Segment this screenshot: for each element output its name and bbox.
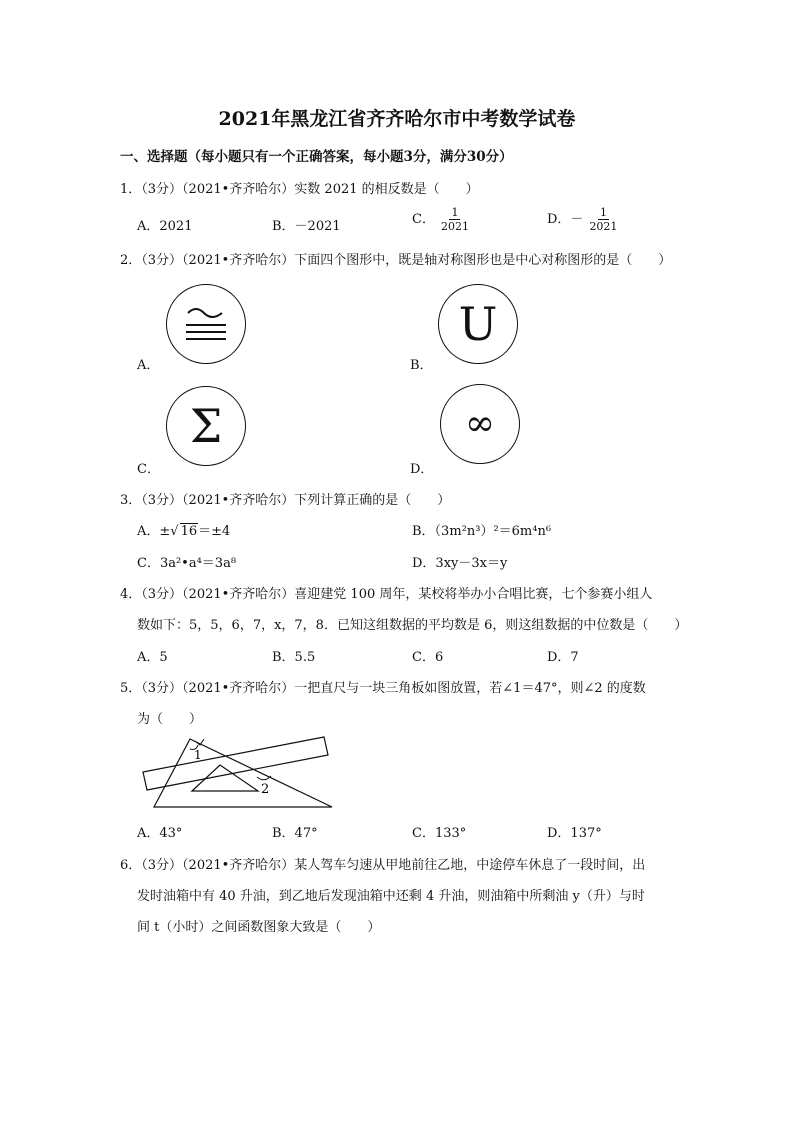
q3-stem: 3．（3分）（2021•齐齐哈尔）下列计算正确的是（ ） [120, 493, 451, 508]
q3-option-a-result: ＝±4 [198, 524, 231, 539]
fraction-numerator: 1 [451, 206, 459, 219]
q2-figure-d [440, 384, 520, 464]
q5-option-d: D．137° [547, 826, 602, 841]
fraction-denominator: 2021 [589, 220, 618, 233]
page-title: 2021年黑龙江省齐齐哈尔市中考数学试卷 [218, 108, 576, 130]
q2-option-b-label: B． [410, 358, 433, 373]
q4-option-c: C．6 [412, 650, 444, 665]
q5-option-c: C．133° [412, 826, 467, 841]
q1-option-c [412, 206, 471, 233]
ruler [143, 737, 328, 790]
q2-option-a-label: A． [137, 358, 160, 373]
q1-option-b: B．－2021 [272, 219, 341, 234]
sqrt-icon: √ [170, 524, 179, 539]
fraction-numerator: 1 [599, 206, 607, 219]
right-angle-mark [195, 739, 204, 745]
q1-option-c-label: C． [412, 212, 435, 227]
fraction-denominator: 2021 [440, 220, 469, 233]
q2-figure-c [166, 386, 246, 466]
q1-option-d-label: D．－ [547, 212, 584, 227]
q2-option-d-label: D． [410, 462, 434, 477]
q2-option-c-label: C． [137, 462, 160, 477]
angle-1-label: 1 [194, 748, 202, 762]
q2-stem: 2．（3分）（2021•齐齐哈尔）下面四个图形中，既是轴对称图形也是中心对称图形的是（ ） [120, 253, 672, 268]
q4-line-1: 4．（3分）（2021•齐齐哈尔）喜迎建党 100 周年，某校将举办小合唱比赛，七个参赛小组人 [120, 587, 653, 602]
q1-option-a: A．2021 [137, 219, 193, 234]
q3-option-a-prefix: A．± [137, 524, 171, 539]
q6-line-3: 间 t（小时）之间函数图象大致是（ ） [137, 920, 381, 935]
approx-equal-icon [176, 299, 236, 349]
q1-option-c-fraction [439, 206, 471, 233]
q1-option-d-fraction [587, 206, 619, 233]
q5-option-b: B．47° [272, 826, 318, 841]
q2-figure-d-symbol: ∞ [465, 403, 495, 444]
angle-2-label: 2 [261, 782, 270, 797]
q4-option-a: A．5 [137, 650, 168, 665]
q2-figure-b-symbol: U [458, 297, 498, 351]
q4-option-b: B．5.5 [272, 650, 316, 665]
q2-figure-b [438, 284, 518, 364]
q6-line-2: 发时油箱中有 40 升油，到乙地后发现油箱中还剩 4 升油，则油箱中所剩油 y（升）与时 [137, 889, 645, 904]
q3-option-c: C．3a²•a⁴＝3a⁸ [137, 556, 237, 571]
q1-option-d [547, 206, 619, 233]
q6-line-1: 6．（3分）（2021•齐齐哈尔）某人驾车匀速从甲地前往乙地，中途停车休息了一段时间，出 [120, 858, 646, 873]
q1-stem: 1．（3分）（2021•齐齐哈尔）实数 2021 的相反数是（ ） [120, 182, 479, 197]
q5-ruler-triangle-figure [140, 735, 340, 813]
q3-option-a [137, 520, 230, 539]
q2-figure-c-symbol: Σ [189, 399, 223, 453]
q2-figure-a [166, 284, 246, 364]
q3-option-b: B．（3m²n³）²＝6m⁴n⁶ [412, 524, 552, 539]
q4-option-d: D．7 [547, 650, 579, 665]
q5-option-a: A．43° [137, 826, 183, 841]
q5-line-1: 5．（3分）（2021•齐齐哈尔）一把直尺与一块三角板如图放置，若∠1＝47°，则∠2 的度数 [120, 681, 646, 696]
section-heading: 一、选择题（每小题只有一个正确答案，每小题3分，满分30分） [120, 149, 513, 165]
q4-line-2: 数如下：5，5，6，7，x，7，8．已知这组数据的平均数是 6，则这组数据的中位数是（ ） [137, 618, 688, 633]
q5-line-2: 为（ ） [137, 712, 203, 727]
q3-option-d: D．3xy－3x＝y [412, 556, 508, 571]
q3-option-a-radicand: 16 [180, 524, 198, 539]
